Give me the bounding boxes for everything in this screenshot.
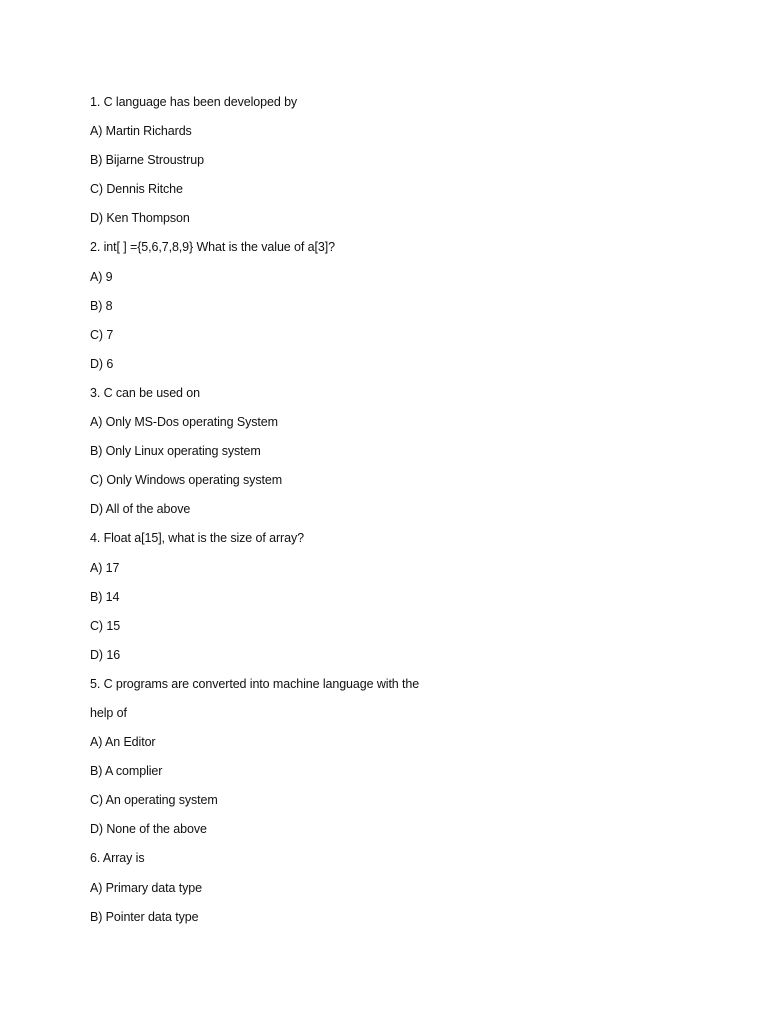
question-2-option-c: C) 7 xyxy=(90,327,114,342)
question-1-text: 1. C language has been developed by xyxy=(90,95,298,109)
question-5-option-c: C) An operating system xyxy=(90,793,218,808)
question-4-option-a: A) 17 xyxy=(90,560,120,575)
question-5-text: 5. C programs are converted into machine language with the xyxy=(90,676,420,691)
question-6-text: 6. Array is xyxy=(90,851,145,866)
question-2-option-a: A) 9 xyxy=(90,269,113,284)
question-5-option-a: A) An Editor xyxy=(90,735,156,750)
question-4-option-b: B) 14 xyxy=(90,589,120,604)
question-5-text-continued: help of xyxy=(90,705,127,720)
question-5-option-d: D) None of the above xyxy=(90,822,207,837)
question-3-text: 3. C can be used on xyxy=(90,385,200,400)
question-3-option-a: A) Only MS-Dos operating System xyxy=(90,415,278,430)
question-4-option-c: C) 15 xyxy=(90,618,121,633)
question-6-option-b: B) Pointer data type xyxy=(90,909,199,924)
question-1-option-b: B) Bijarne Stroustrup xyxy=(90,153,204,168)
question-2-text: 2. int[ ] ={5,6,7,8,9} What is the value of a[3]? xyxy=(90,240,335,255)
question-4-text: 4. Float a[15], what is the size of array? xyxy=(90,531,304,546)
question-2-option-b: B) 8 xyxy=(90,298,113,313)
question-2-option-d: D) 6 xyxy=(90,356,114,371)
question-5-option-b: B) A complier xyxy=(90,764,163,779)
question-1-option-d: D) Ken Thompson xyxy=(90,211,190,226)
question-list xyxy=(90,90,710,934)
question-4-option-d: D) 16 xyxy=(90,647,121,662)
question-3-option-c: C) Only Windows operating system xyxy=(90,473,283,488)
question-1-option-c: C) Dennis Ritche xyxy=(90,182,183,197)
question-1-option-a: A) Martin Richards xyxy=(90,124,192,139)
question-3-option-b: B) Only Linux operating system xyxy=(90,444,261,459)
question-3-option-d: D) All of the above xyxy=(90,502,191,517)
question-6-option-a: A) Primary data type xyxy=(90,880,202,895)
